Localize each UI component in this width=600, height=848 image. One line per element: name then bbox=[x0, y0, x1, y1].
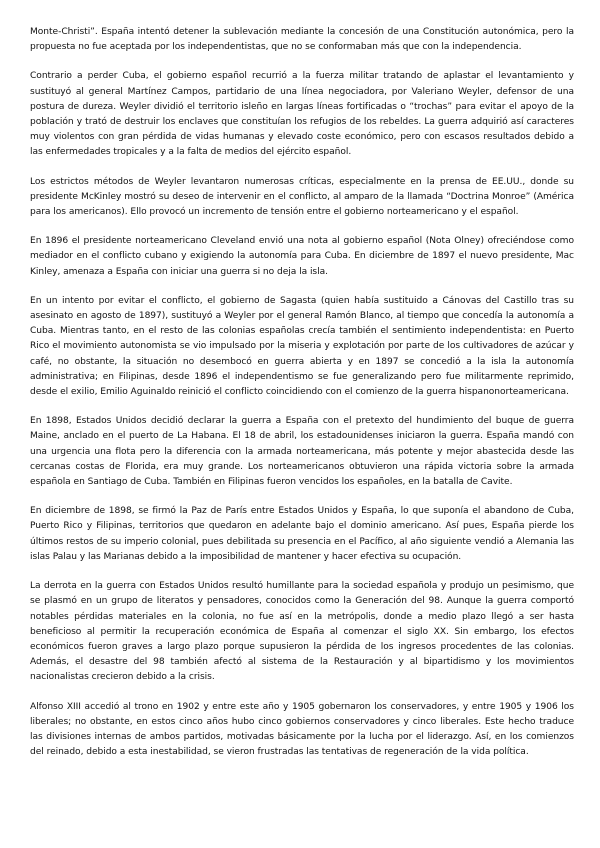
paragraph-9: Alfonso XIII accedió al trono en 1902 y entre este año y 1905 gobernaron los conservadores, y entre 1905 y 1906 los liberales; no obstante, en estos cinco años hubo cinco gobiernos conservadores y cinco liberales. Este hecho traduce las divisiones internas de ambos partidos, motivadas básicamente por la lucha por el liderazgo. Así, en los comienzos del reinado, debido a esta inestabilidad, se vieron frustradas las tentativas de regeneración de la vida política. bbox=[30, 701, 574, 758]
paragraph-3: Los estrictos métodos de Weyler levantaron numerosas críticas, especialmente en la prensa de EE.UU., donde su presidente McKinley mostró su deseo de intervenir en el conflicto, al amparo de la llamada “Doctrina Monroe” (América para los americanos). Ello provocó un incremento de tensión entre el gobierno norteamericano y el español. bbox=[30, 176, 574, 218]
paragraph-1: Monte-Christi”. España intentó detener la sublevación mediante la concesión de una Constitución autonómica, pero la propuesta no fue aceptada por los independentistas, que no se conformaban más que con la independencia. bbox=[30, 27, 574, 53]
document-body bbox=[30, 25, 574, 774]
paragraph-8: La derrota en la guerra con Estados Unidos resultó humillante para la sociedad española y produjo un pesimismo, que se plasmó en un grupo de literatos y pensadores, conocidos como la Generación del 98. Aunque la guerra comportó notables pérdidas materiales en la colonia, no fue así en la metrópolis, donde a medio plazo llegó a ser hasta beneficioso al permitir la recuperación económica de España al comenzar el siglo XX. Sin embargo, los efectos económicos fueron graves a largo plazo porque supusieron la pérdida de los ingresos procedentes de las colonias. Además, el desastre del 98 también afectó al sistema de la Restauración y al bipartidismo y los movimientos nacionalistas crecieron debido a la crisis. bbox=[30, 581, 574, 683]
paragraph-2: Contrario a perder Cuba, el gobierno español recurrió a la fuerza militar tratando de aplastar el levantamiento y sustituyó al general Martínez Campos, partidario de una línea negociadora, por Valeriano Weyler, defensor de una postura de dureza. Weyler dividió el territorio isleño en largas líneas fortificadas o “trochas” para evitar el apoyo de la población y trató de destruir los enclaves que constituían los refugios de los rebeldes. La guerra adquirió así caracteres muy violentos con gran pérdida de vidas humanas y elevado coste económico, pero con escasos resultados debido a las enfermedades tropicales y a la falta de medios del ejército español. bbox=[30, 71, 574, 158]
paragraph-5: En un intento por evitar el conflicto, el gobierno de Sagasta (quien había sustituido a Cánovas del Castillo tras su asesinato en agosto de 1897), sustituyó a Weyler por el general Ramón Blanco, al tiempo que concedía la autonomía a Cuba. Mientras tanto, en el resto de las colonias españolas crecía también el sentimiento independentista: en Puerto Rico el movimiento autonomista se vio impulsado por la miseria y explotación por parte de los cultivadores de azúcar y café, no obstante, la situación no desembocó en guerra abierta y en 1897 se concedió a la isla la autonomía administrativa; en Filipinas, desde 1896 el independentismo se fue generalizando pero fue militarmente reprimido, desde el exilio, Emilio Aguinaldo reinició el conflicto coincidiendo con el comienzo de la guerra hispanonorteamericana. bbox=[30, 295, 574, 398]
paragraph-4: En 1896 el presidente norteamericano Cleveland envió una nota al gobierno español (Nota Olney) ofreciéndose como mediador en el conflicto cubano y exigiendo la autonomía para Cuba. En diciembre de 1897 el nuevo presidente, Mac Kinley, amenaza a España con iniciar una guerra si no deja la isla. bbox=[30, 236, 574, 277]
paragraph-6: En 1898, Estados Unidos decidió declarar la guerra a España con el pretexto del hundimiento del buque de guerra Maine, anclado en el puerto de La Habana. El 18 de abril, los estadounidenses iniciaron la guerra. España mandó con una urgencia una flota pero la diferencia con la armada norteamericana, más potente y mejor abastecida desde las cercanas costas de Florida, era muy grande. Los norteamericanos obtuvieron una rápida victoria sobre la armada española en Santiago de Cuba. También en Filipinas fueron vencidos los españoles, en la batalla de Cavite. bbox=[30, 416, 574, 488]
paragraph-7: En diciembre de 1898, se firmó la Paz de París entre Estados Unidos y España, lo que suponía el abandono de Cuba, Puerto Rico y Filipinas, territorios que quedaron en adelante bajo el dominio americano. Así pues, España pierde los últimos restos de su imperio colonial, pues debilitada su presencia en el Pacífico, al año siguiente vendió a Alemania las islas Palau y las Marianas debido a la imposibilidad de mantener y hacer efectiva su ocupación. bbox=[30, 506, 574, 562]
